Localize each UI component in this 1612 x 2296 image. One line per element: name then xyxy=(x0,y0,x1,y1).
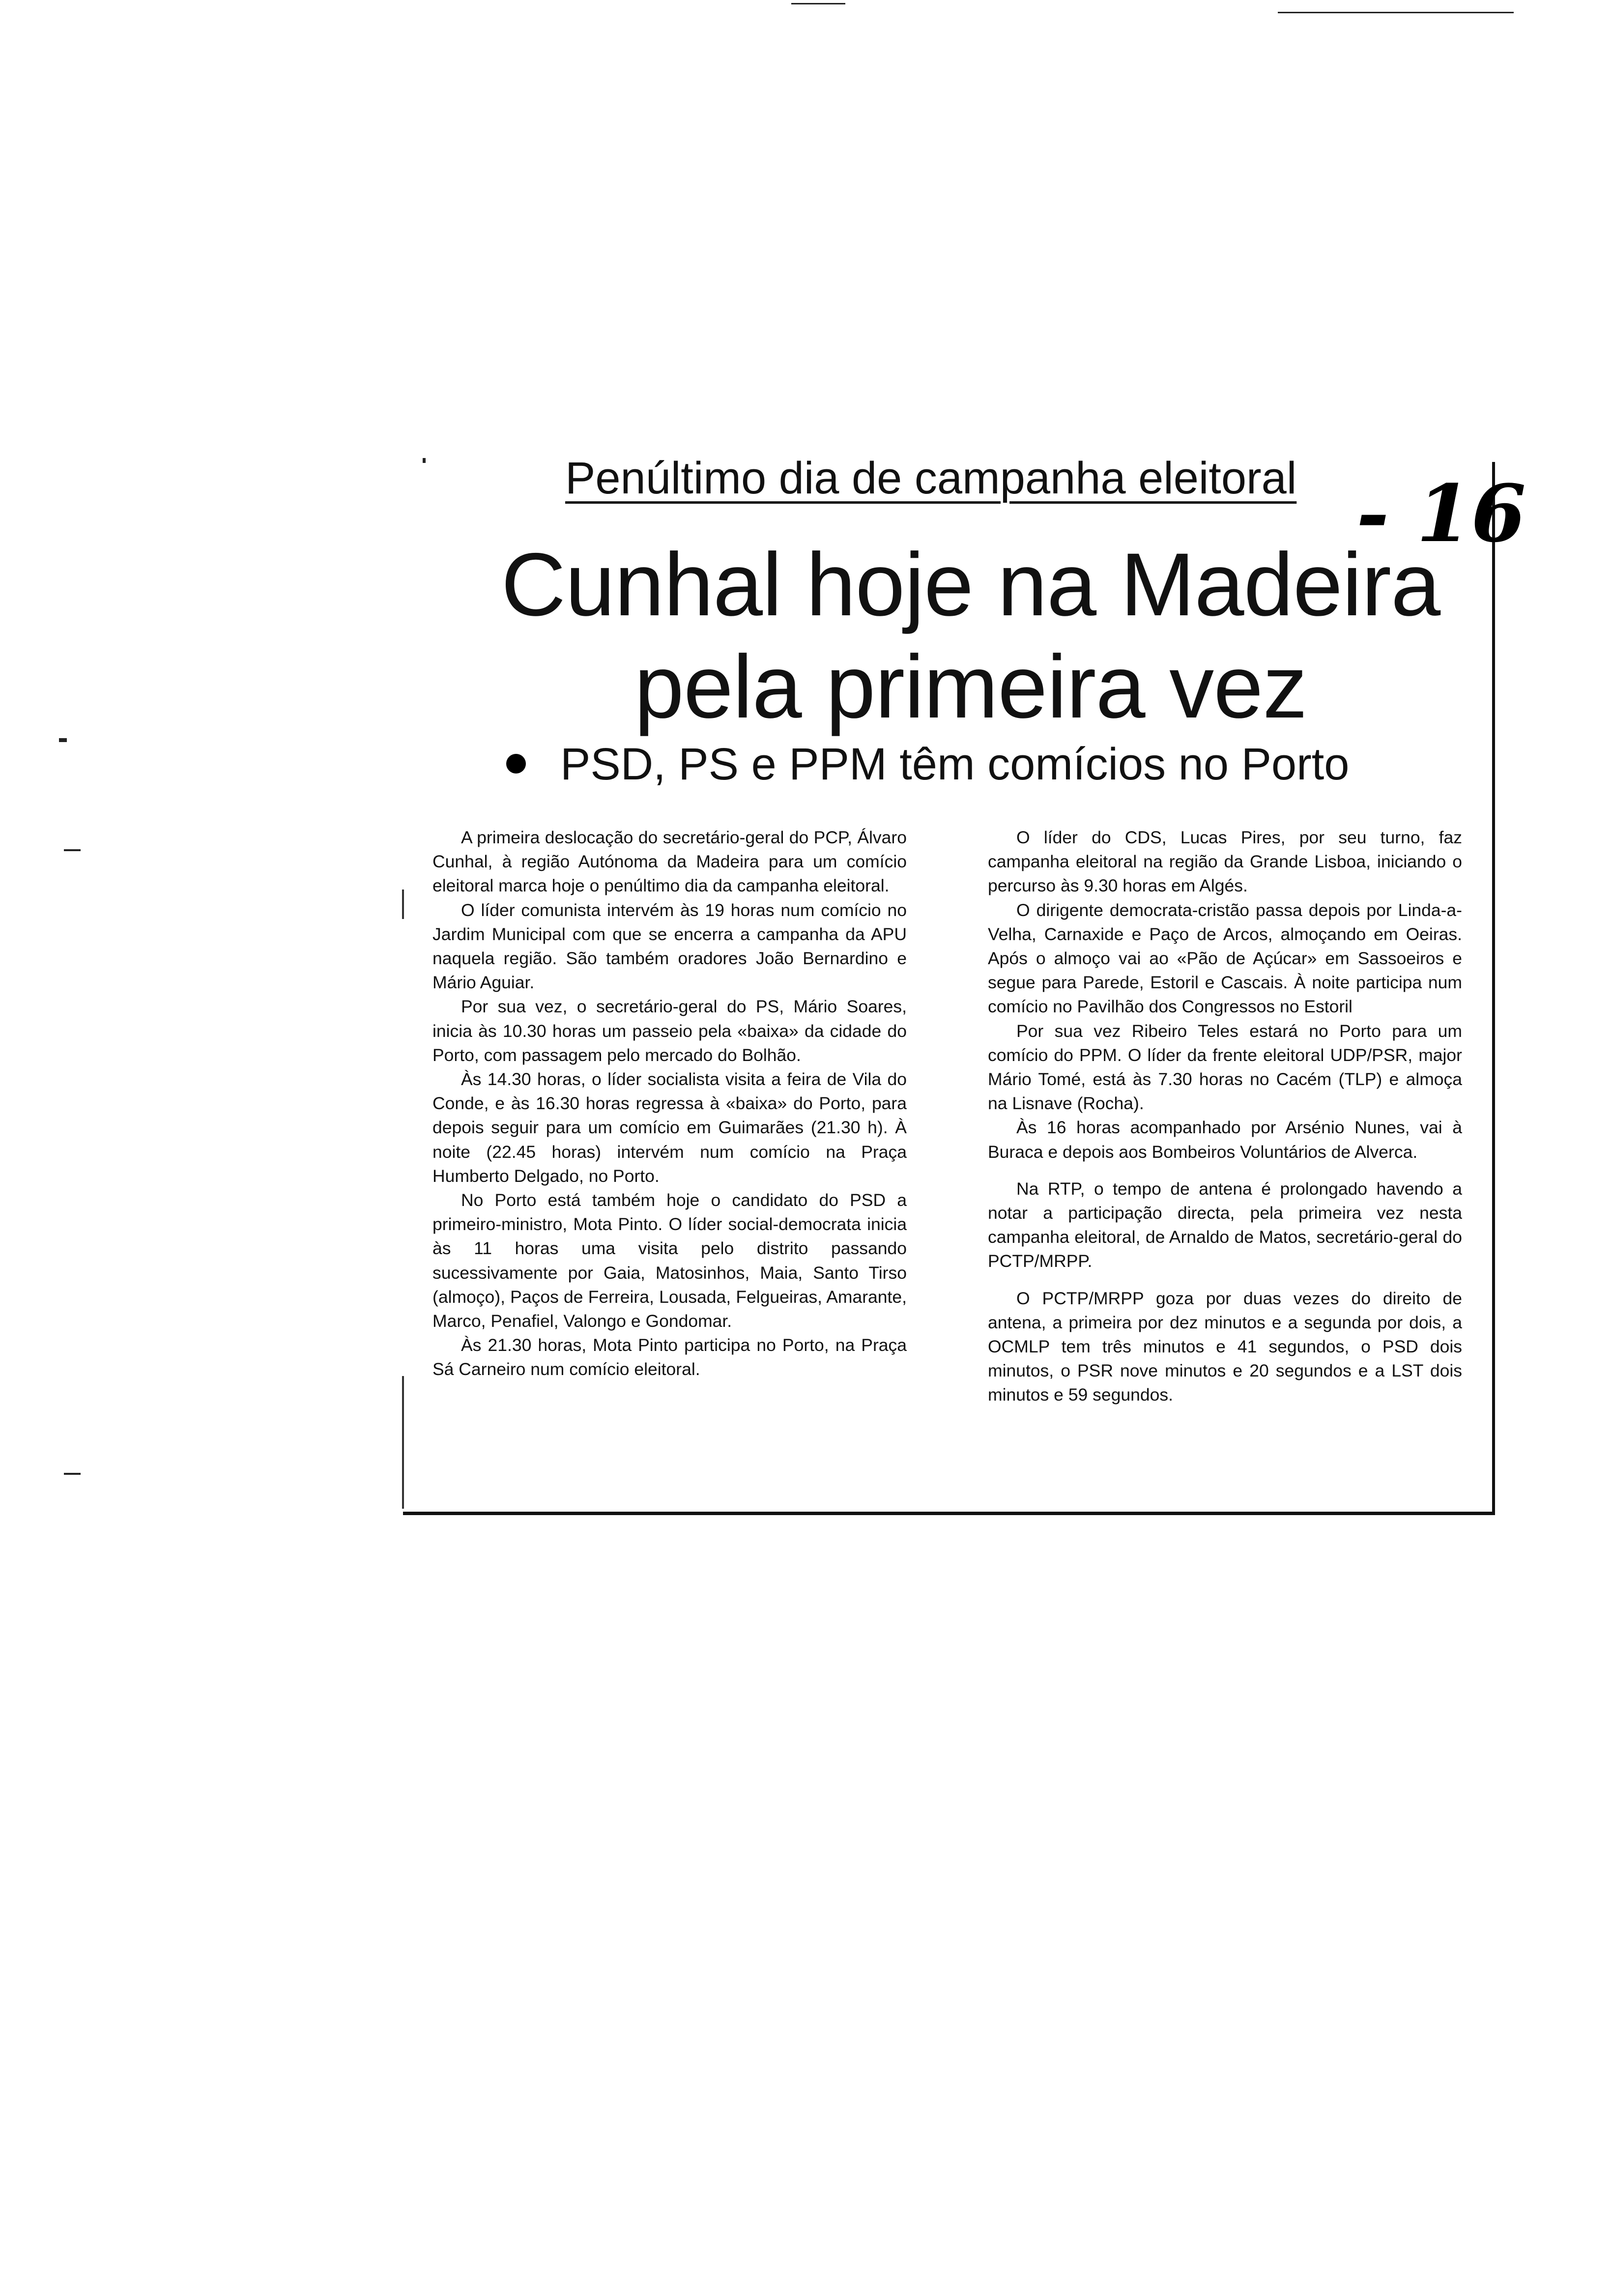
paragraph: Às 16 horas acompanhado por Arsénio Nunes, vai à Buraca e depois aos Bombeiros Voluntários de Alverca. xyxy=(988,1118,1462,1162)
handwritten-annotation: - 16 xyxy=(1356,467,1526,560)
paragraph: O líder do CDS, Lucas Pires, por seu turno, faz campanha eleitoral na região da Grande Lisboa, iniciando o percurso às 9.30 horas em Algés. xyxy=(988,828,1462,896)
paragraph: No Porto está também hoje o candidato do PSD a primeiro-ministro, Mota Pinto. O líder social-democrata inicia às 11 horas uma visita pelo distrito passando sucessivamente por Gaia, Matosinhos, Maia, Santo Tirso (almoço), Paços de Ferreira, Lousada, Felgueiras, Amarante, Marco, Penafiel, Valongo e Gondomar. xyxy=(432,1190,907,1331)
scan-line-top-right xyxy=(1278,12,1514,13)
article-subhead xyxy=(506,737,1349,791)
article-headline xyxy=(442,533,1499,738)
bullet-icon xyxy=(506,754,526,774)
article-column-right xyxy=(988,826,1462,1407)
article-frame-bottom-border xyxy=(403,1512,1495,1515)
article-frame-left-tick-bottom xyxy=(402,1376,404,1509)
scan-dash-left-2 xyxy=(64,1473,81,1475)
paragraph: A primeira deslocação do secretário-geral do PCP, Álvaro Cunhal, à região Autónoma da Madeira para um comício eleitoral marca hoje o penúltimo dia da campanha eleitoral. xyxy=(432,828,907,896)
scan-dot-left-1 xyxy=(59,738,67,742)
headline-line-2: pela primeira vez xyxy=(634,636,1307,737)
scan-line-top-center xyxy=(791,3,845,4)
article-frame-left-tick-top xyxy=(402,890,404,919)
headline-line-1: Cunhal hoje na Madeira xyxy=(501,534,1440,634)
paragraph: Na RTP, o tempo de antena é prolongado havendo a notar a participação directa, pela primeira vez nesta campanha eleitoral, de Arnaldo de Matos, secretário-geral do PCTP/MRPP. xyxy=(988,1178,1462,1271)
paragraph: Por sua vez Ribeiro Teles estará no Porto para um comício do PPM. O líder da frente eleitoral UDP/PSR, major Mário Tomé, está às 7.30 horas no Cacém (TLP) e almoça na Lisnave (Rocha). xyxy=(988,1021,1462,1114)
paragraph: O dirigente democrata-cristão passa depois por Linda-a-Velha, Carnaxide e Paço de Arcos, almoçando em Oeiras. Após o almoço vai ao «Pão de Açúcar» em Sassoeiros e segue para Parede, Estoril e Cascais. À noite participa num comício no Pavilhão dos Congressos no Estoril xyxy=(988,900,1462,1017)
subhead-text: PSD, PS e PPM têm comícios no Porto xyxy=(560,739,1350,789)
paragraph: O líder comunista intervém às 19 horas num comício no Jardim Municipal com que se encerra a campanha da APU naquela região. São também oradores João Bernardino e Mário Aguiar. xyxy=(432,900,907,993)
paragraph: Por sua vez, o secretário-geral do PS, Mário Soares, inicia às 10.30 horas um passeio pela «baixa» da cidade do Porto, com passagem pelo mercado do Bolhão. xyxy=(432,997,907,1065)
scan-dash-left-1 xyxy=(64,849,81,851)
paragraph: O PCTP/MRPP goza por duas vezes do direito de antena, a primeira por dez minutos e a segunda por dois, a OCMLP tem três minutos e 41 segundos, o PSD dois minutos, o PSR nove minutos e 20 segundos e a LST dois minutos e 59 segundos. xyxy=(988,1288,1462,1405)
article-column-left xyxy=(432,826,907,1382)
paragraph: Às 14.30 horas, o líder socialista visita a feira de Vila do Conde, e às 16.30 horas regressa à «baixa» do Porto, para depois seguir para um comício em Guimarães (21.30 h). À noite (22.45 horas) intervém num comício na Praça Humberto Delgado, no Porto. xyxy=(432,1069,907,1186)
scan-dot-left-2 xyxy=(423,458,426,463)
article-kicker: Penúltimo dia de campanha eleitoral xyxy=(565,453,1297,503)
paragraph: Às 21.30 horas, Mota Pinto participa no Porto, na Praça Sá Carneiro num comício eleitoral. xyxy=(432,1335,907,1379)
